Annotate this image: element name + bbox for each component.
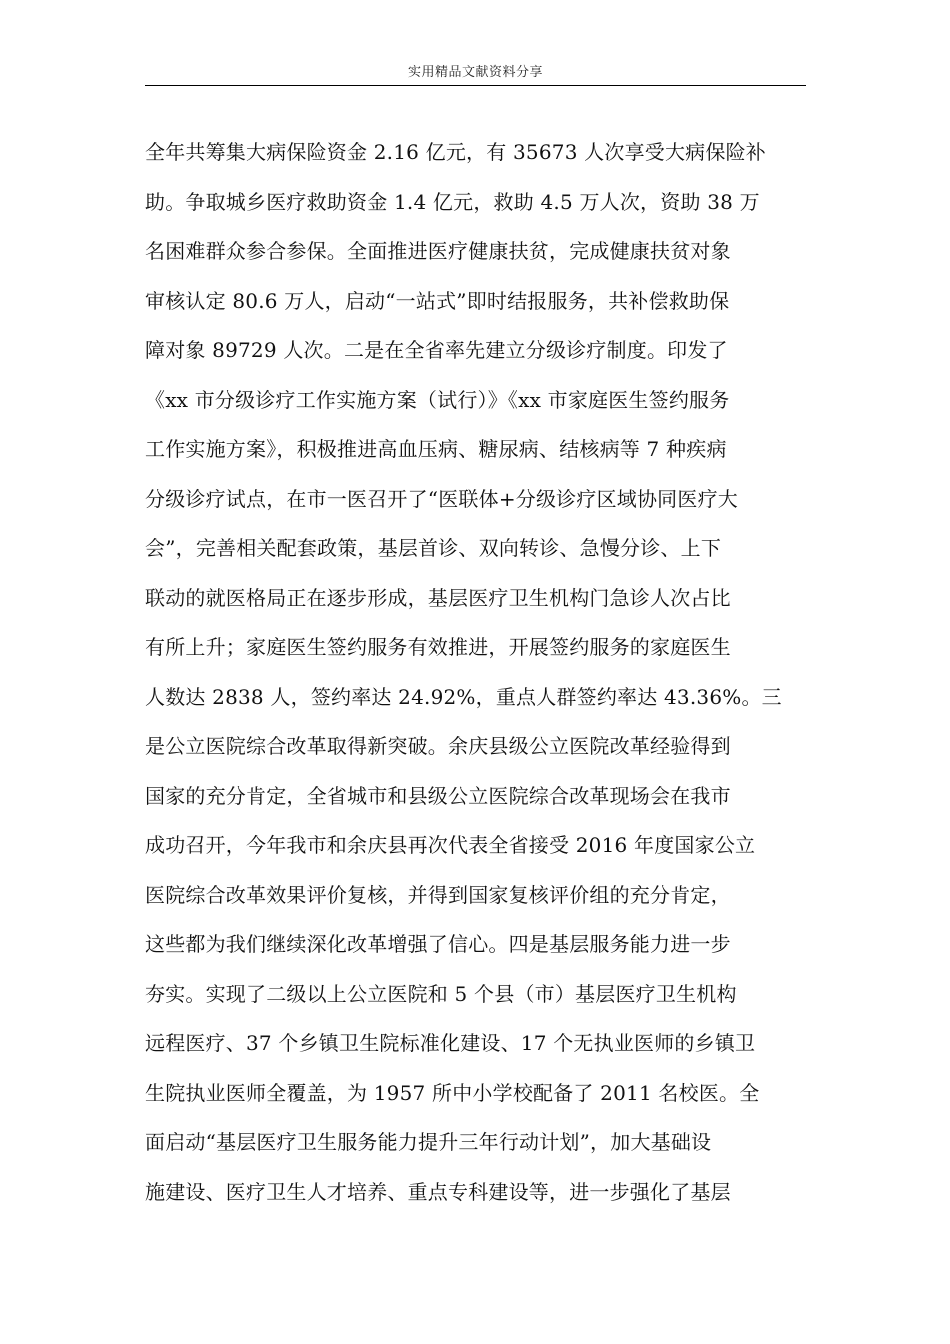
- text-line: 施建设、医疗卫生人才培养、重点专科建设等，进一步强化了基层: [145, 1179, 731, 1204]
- text-line: 面启动“基层医疗卫生服务能力提升三年行动计划”，加大基础设: [145, 1130, 712, 1154]
- text-line: 远程医疗、37 个乡镇卫生院标准化建设、17 个无执业医师的乡镇卫: [145, 1031, 756, 1055]
- text-line: 生院执业医师全覆盖，为 1957 所中小学校配备了 2011 名校医。全: [145, 1080, 760, 1105]
- text-line: 国家的充分肯定，全省城市和县级公立医院综合改革现场会在我市: [145, 783, 731, 808]
- header-title: 实用精品文献资料分享: [407, 65, 543, 80]
- text-line: 夯实。实现了二级以上公立医院和 5 个县（市）基层医疗卫生机构: [145, 981, 737, 1006]
- header-divider: [145, 85, 806, 86]
- text-line: 成功召开，今年我市和余庆县再次代表全省接受 2016 年度国家公立: [145, 833, 756, 857]
- text-line: 分级诊疗试点，在市一医召开了“医联体+分级诊疗区域协同医疗大: [145, 486, 738, 511]
- page-header: [145, 64, 806, 82]
- text-line: 人数达 2838 人，签约率达 24.92%，重点人群签约率达 43.36%。三: [145, 684, 782, 709]
- text-line: 医院综合改革效果评价复核，并得到国家复核评价组的充分肯定，: [145, 882, 731, 907]
- text-line: 助。争取城乡医疗救助资金 1.4 亿元，救助 4.5 万人次，资助 38 万: [145, 189, 760, 214]
- text-line: 《xx 市分级诊疗工作实施方案（试行）》《xx 市家庭医生签约服务: [145, 387, 730, 412]
- text-line: 有所上升；家庭医生签约服务有效推进，开展签约服务的家庭医生: [145, 635, 731, 659]
- text-line: 全年共筹集大病保险资金 2.16 亿元，有 35673 人次享受大病保险补: [145, 140, 766, 164]
- text-line: 障对象 89729 人次。二是在全省率先建立分级诊疗制度。印发了: [145, 338, 728, 362]
- body-text: [145, 128, 806, 1217]
- text-line: 这些都为我们继续深化改革增强了信心。四是基层服务能力进一步: [145, 932, 731, 956]
- text-line: 名困难群众参合参保。全面推进医疗健康扶贫，完成健康扶贫对象: [145, 239, 731, 263]
- text-line: 审核认定 80.6 万人，启动“一站式”即时结报服务，共补偿救助保: [145, 288, 730, 313]
- text-line: 工作实施方案》，积极推进高血压病、糖尿病、结核病等 7 种疾病: [145, 437, 727, 461]
- text-line: 是公立医院综合改革取得新突破。余庆县级公立医院改革经验得到: [145, 734, 731, 758]
- text-line: 联动的就医格局正在逐步形成，基层医疗卫生机构门急诊人次占比: [145, 585, 731, 610]
- text-line: 会”，完善相关配套政策，基层首诊、双向转诊、急慢分诊、上下: [145, 536, 722, 560]
